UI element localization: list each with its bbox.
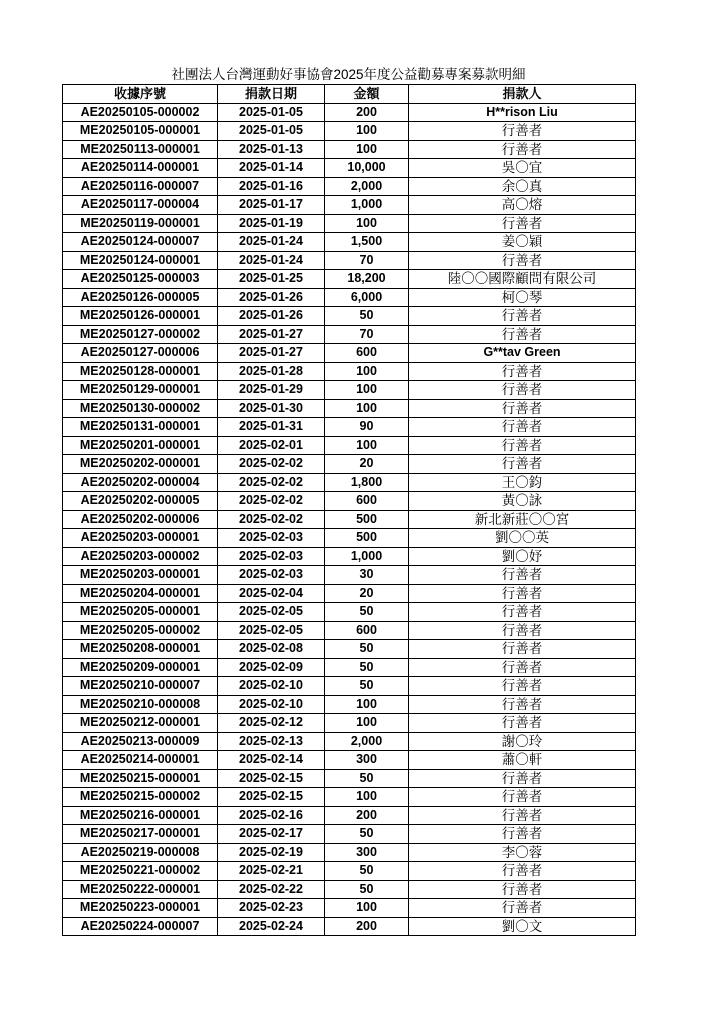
amount-cell: 2,000 <box>325 732 409 751</box>
amount-cell: 600 <box>325 621 409 640</box>
table-row <box>63 251 636 270</box>
table-row <box>63 122 636 141</box>
donation-date-cell: 2025-01-26 <box>218 307 325 326</box>
receipt-number-cell: ME20250202-000001 <box>63 455 218 474</box>
receipt-number-cell: ME20250203-000001 <box>63 566 218 585</box>
table-row <box>63 658 636 677</box>
donation-date-cell: 2025-01-31 <box>218 418 325 437</box>
receipt-number-cell: AE20250213-000009 <box>63 732 218 751</box>
receipt-number-cell: AE20250125-000003 <box>63 270 218 289</box>
receipt-number-cell: ME20250210-000007 <box>63 677 218 696</box>
amount-cell: 70 <box>325 251 409 270</box>
donor-cell: 行善者 <box>409 677 636 696</box>
receipt-number-cell: ME20250215-000001 <box>63 769 218 788</box>
donor-cell: 行善者 <box>409 658 636 677</box>
receipt-number-cell: ME20250130-000002 <box>63 399 218 418</box>
donor-cell: 行善者 <box>409 399 636 418</box>
table-row <box>63 917 636 936</box>
receipt-number-cell: ME20250113-000001 <box>63 140 218 159</box>
donation-date-cell: 2025-02-02 <box>218 492 325 511</box>
receipt-number-cell: ME20250212-000001 <box>63 714 218 733</box>
amount-cell: 100 <box>325 695 409 714</box>
table-row <box>63 843 636 862</box>
page-title: 社團法人台灣運動好事協會2025年度公益勸募專案募款明細 <box>171 67 526 82</box>
donor-cell: 行善者 <box>409 769 636 788</box>
table-row <box>63 862 636 881</box>
table-row <box>63 344 636 363</box>
donation-date-cell: 2025-02-21 <box>218 862 325 881</box>
table-row <box>63 103 636 122</box>
donor-cell: 柯〇琴 <box>409 288 636 307</box>
donation-date-cell: 2025-01-24 <box>218 233 325 252</box>
donor-cell: 行善者 <box>409 566 636 585</box>
amount-cell: 90 <box>325 418 409 437</box>
table-row <box>63 270 636 289</box>
receipt-number-cell: ME20250128-000001 <box>63 362 218 381</box>
donor-cell: G**tav Green <box>409 344 636 363</box>
amount-cell: 100 <box>325 140 409 159</box>
donation-date-cell: 2025-01-16 <box>218 177 325 196</box>
receipt-number-cell: AE20250202-000005 <box>63 492 218 511</box>
donation-date-cell: 2025-02-12 <box>218 714 325 733</box>
donor-cell: 蕭〇軒 <box>409 751 636 770</box>
table-row <box>63 418 636 437</box>
table-row <box>63 473 636 492</box>
amount-cell: 100 <box>325 899 409 918</box>
table-row <box>63 547 636 566</box>
receipt-number-cell: ME20250221-000002 <box>63 862 218 881</box>
donation-date-cell: 2025-01-26 <box>218 288 325 307</box>
donor-cell: 行善者 <box>409 714 636 733</box>
donor-cell: 行善者 <box>409 621 636 640</box>
donation-date-cell: 2025-01-24 <box>218 251 325 270</box>
receipt-number-cell: AE20250117-000004 <box>63 196 218 215</box>
amount-cell: 500 <box>325 529 409 548</box>
amount-cell: 300 <box>325 751 409 770</box>
amount-cell: 100 <box>325 399 409 418</box>
donor-cell: 行善者 <box>409 862 636 881</box>
donation-date-cell: 2025-02-05 <box>218 603 325 622</box>
donor-cell: 李〇蓉 <box>409 843 636 862</box>
receipt-number-cell: ME20250126-000001 <box>63 307 218 326</box>
donation-date-cell: 2025-02-03 <box>218 566 325 585</box>
header-donation-date: 捐款日期 <box>218 85 325 104</box>
table-row <box>63 159 636 178</box>
amount-cell: 70 <box>325 325 409 344</box>
table-row <box>63 177 636 196</box>
receipt-number-cell: AE20250224-000007 <box>63 917 218 936</box>
donation-date-cell: 2025-01-27 <box>218 325 325 344</box>
amount-cell: 50 <box>325 769 409 788</box>
table-row <box>63 529 636 548</box>
table-row <box>63 640 636 659</box>
table-row <box>63 492 636 511</box>
amount-cell: 1,000 <box>325 196 409 215</box>
donor-cell: 行善者 <box>409 251 636 270</box>
table-row <box>63 584 636 603</box>
donation-date-cell: 2025-02-15 <box>218 788 325 807</box>
amount-cell: 2,000 <box>325 177 409 196</box>
donor-cell: 行善者 <box>409 603 636 622</box>
table-row <box>63 455 636 474</box>
donation-date-cell: 2025-02-02 <box>218 510 325 529</box>
receipt-number-cell: ME20250209-000001 <box>63 658 218 677</box>
table-row <box>63 196 636 215</box>
donor-cell: 劉〇妤 <box>409 547 636 566</box>
receipt-number-cell: ME20250201-000001 <box>63 436 218 455</box>
table-row <box>63 140 636 159</box>
table-row <box>63 233 636 252</box>
amount-cell: 600 <box>325 492 409 511</box>
receipt-number-cell: ME20250205-000001 <box>63 603 218 622</box>
receipt-number-cell: AE20250203-000001 <box>63 529 218 548</box>
donor-cell: 行善者 <box>409 436 636 455</box>
donation-date-cell: 2025-02-02 <box>218 473 325 492</box>
amount-cell: 50 <box>325 677 409 696</box>
receipt-number-cell: ME20250127-000002 <box>63 325 218 344</box>
donation-date-cell: 2025-02-19 <box>218 843 325 862</box>
header-donor: 捐款人 <box>409 85 636 104</box>
donation-date-cell: 2025-02-10 <box>218 677 325 696</box>
table-row <box>63 788 636 807</box>
donor-cell: 行善者 <box>409 214 636 233</box>
amount-cell: 50 <box>325 658 409 677</box>
donation-date-cell: 2025-01-30 <box>218 399 325 418</box>
table-row <box>63 732 636 751</box>
amount-cell: 50 <box>325 603 409 622</box>
amount-cell: 50 <box>325 880 409 899</box>
receipt-number-cell: ME20250204-000001 <box>63 584 218 603</box>
table-row <box>63 381 636 400</box>
amount-cell: 200 <box>325 917 409 936</box>
amount-cell: 6,000 <box>325 288 409 307</box>
receipt-number-cell: ME20250223-000001 <box>63 899 218 918</box>
donor-cell: 行善者 <box>409 695 636 714</box>
donation-table <box>62 84 636 936</box>
donor-cell: 行善者 <box>409 381 636 400</box>
table-row <box>63 436 636 455</box>
receipt-number-cell: ME20250208-000001 <box>63 640 218 659</box>
amount-cell: 1,000 <box>325 547 409 566</box>
donor-cell: 黃〇詠 <box>409 492 636 511</box>
table-row <box>63 399 636 418</box>
receipt-number-cell: ME20250205-000002 <box>63 621 218 640</box>
amount-cell: 100 <box>325 436 409 455</box>
donor-cell: 劉〇文 <box>409 917 636 936</box>
table-row <box>63 714 636 733</box>
table-row <box>63 880 636 899</box>
donation-date-cell: 2025-02-22 <box>218 880 325 899</box>
donor-cell: 王〇鈞 <box>409 473 636 492</box>
donor-cell: 行善者 <box>409 362 636 381</box>
amount-cell: 1,800 <box>325 473 409 492</box>
donor-cell: 行善者 <box>409 899 636 918</box>
donation-date-cell: 2025-02-10 <box>218 695 325 714</box>
donation-date-cell: 2025-02-23 <box>218 899 325 918</box>
receipt-number-cell: ME20250217-000001 <box>63 825 218 844</box>
donation-date-cell: 2025-02-17 <box>218 825 325 844</box>
donor-cell: 新北新莊〇〇宮 <box>409 510 636 529</box>
donor-cell: 行善者 <box>409 880 636 899</box>
donor-cell: 吳〇宜 <box>409 159 636 178</box>
donor-cell: 陸〇〇國際顧問有限公司 <box>409 270 636 289</box>
donation-date-cell: 2025-02-08 <box>218 640 325 659</box>
header-amount: 金額 <box>325 85 409 104</box>
amount-cell: 600 <box>325 344 409 363</box>
receipt-number-cell: AE20250203-000002 <box>63 547 218 566</box>
amount-cell: 200 <box>325 806 409 825</box>
receipt-number-cell: ME20250210-000008 <box>63 695 218 714</box>
donor-cell: 行善者 <box>409 584 636 603</box>
amount-cell: 300 <box>325 843 409 862</box>
donor-cell: 謝〇玲 <box>409 732 636 751</box>
receipt-number-cell: ME20250222-000001 <box>63 880 218 899</box>
donation-date-cell: 2025-01-19 <box>218 214 325 233</box>
table-row <box>63 899 636 918</box>
receipt-number-cell: AE20250202-000004 <box>63 473 218 492</box>
table-row <box>63 751 636 770</box>
donor-cell: 行善者 <box>409 806 636 825</box>
donation-date-cell: 2025-02-01 <box>218 436 325 455</box>
table-row <box>63 769 636 788</box>
donor-cell: 劉〇〇英 <box>409 529 636 548</box>
amount-cell: 20 <box>325 584 409 603</box>
receipt-number-cell: AE20250114-000001 <box>63 159 218 178</box>
amount-cell: 50 <box>325 862 409 881</box>
donation-date-cell: 2025-02-16 <box>218 806 325 825</box>
receipt-number-cell: AE20250126-000005 <box>63 288 218 307</box>
receipt-number-cell: AE20250127-000006 <box>63 344 218 363</box>
donation-date-cell: 2025-02-09 <box>218 658 325 677</box>
amount-cell: 10,000 <box>325 159 409 178</box>
donor-cell: 行善者 <box>409 455 636 474</box>
table-row <box>63 677 636 696</box>
amount-cell: 50 <box>325 307 409 326</box>
donation-date-cell: 2025-02-05 <box>218 621 325 640</box>
donation-date-cell: 2025-02-03 <box>218 547 325 566</box>
donation-date-cell: 2025-02-15 <box>218 769 325 788</box>
receipt-number-cell: ME20250129-000001 <box>63 381 218 400</box>
amount-cell: 100 <box>325 122 409 141</box>
donation-date-cell: 2025-01-13 <box>218 140 325 159</box>
table-row <box>63 510 636 529</box>
donor-cell: 行善者 <box>409 418 636 437</box>
header-receipt-number: 收據序號 <box>63 85 218 104</box>
amount-cell: 200 <box>325 103 409 122</box>
amount-cell: 100 <box>325 214 409 233</box>
amount-cell: 20 <box>325 455 409 474</box>
donor-cell: 行善者 <box>409 325 636 344</box>
receipt-number-cell: ME20250131-000001 <box>63 418 218 437</box>
amount-cell: 100 <box>325 362 409 381</box>
donation-date-cell: 2025-02-04 <box>218 584 325 603</box>
donation-date-cell: 2025-01-28 <box>218 362 325 381</box>
donor-cell: 行善者 <box>409 307 636 326</box>
donation-date-cell: 2025-01-14 <box>218 159 325 178</box>
table-row <box>63 806 636 825</box>
table-row <box>63 214 636 233</box>
donation-date-cell: 2025-01-27 <box>218 344 325 363</box>
donation-date-cell: 2025-02-24 <box>218 917 325 936</box>
donation-date-cell: 2025-02-14 <box>218 751 325 770</box>
table-row <box>63 695 636 714</box>
table-row <box>63 825 636 844</box>
donor-cell: 高〇熔 <box>409 196 636 215</box>
donation-date-cell: 2025-02-02 <box>218 455 325 474</box>
receipt-number-cell: AE20250214-000001 <box>63 751 218 770</box>
amount-cell: 30 <box>325 566 409 585</box>
table-row <box>63 307 636 326</box>
receipt-number-cell: AE20250116-000007 <box>63 177 218 196</box>
table-row <box>63 288 636 307</box>
receipt-number-cell: AE20250219-000008 <box>63 843 218 862</box>
donation-date-cell: 2025-01-29 <box>218 381 325 400</box>
donation-date-cell: 2025-02-13 <box>218 732 325 751</box>
table-row <box>63 603 636 622</box>
amount-cell: 50 <box>325 825 409 844</box>
donation-date-cell: 2025-01-05 <box>218 122 325 141</box>
header-row <box>63 85 636 104</box>
amount-cell: 1,500 <box>325 233 409 252</box>
table-row <box>63 566 636 585</box>
receipt-number-cell: ME20250105-000001 <box>63 122 218 141</box>
donor-cell: 行善者 <box>409 140 636 159</box>
amount-cell: 18,200 <box>325 270 409 289</box>
amount-cell: 50 <box>325 640 409 659</box>
donation-date-cell: 2025-01-25 <box>218 270 325 289</box>
table-header <box>63 85 636 104</box>
donor-cell: 行善者 <box>409 640 636 659</box>
receipt-number-cell: ME20250124-000001 <box>63 251 218 270</box>
donation-date-cell: 2025-01-17 <box>218 196 325 215</box>
receipt-number-cell: AE20250124-000007 <box>63 233 218 252</box>
amount-cell: 500 <box>325 510 409 529</box>
donor-cell: 姜〇穎 <box>409 233 636 252</box>
donor-cell: 行善者 <box>409 825 636 844</box>
donation-date-cell: 2025-02-03 <box>218 529 325 548</box>
amount-cell: 100 <box>325 788 409 807</box>
donor-cell: 行善者 <box>409 122 636 141</box>
amount-cell: 100 <box>325 381 409 400</box>
donor-cell: 行善者 <box>409 788 636 807</box>
receipt-number-cell: AE20250202-000006 <box>63 510 218 529</box>
table-row <box>63 362 636 381</box>
receipt-number-cell: AE20250105-000002 <box>63 103 218 122</box>
table-body <box>63 103 636 936</box>
donation-date-cell: 2025-01-05 <box>218 103 325 122</box>
table-row <box>63 621 636 640</box>
receipt-number-cell: ME20250216-000001 <box>63 806 218 825</box>
donor-cell: 余〇真 <box>409 177 636 196</box>
table-row <box>63 325 636 344</box>
amount-cell: 100 <box>325 714 409 733</box>
receipt-number-cell: ME20250119-000001 <box>63 214 218 233</box>
receipt-number-cell: ME20250215-000002 <box>63 788 218 807</box>
donor-cell: H**rison Liu <box>409 103 636 122</box>
